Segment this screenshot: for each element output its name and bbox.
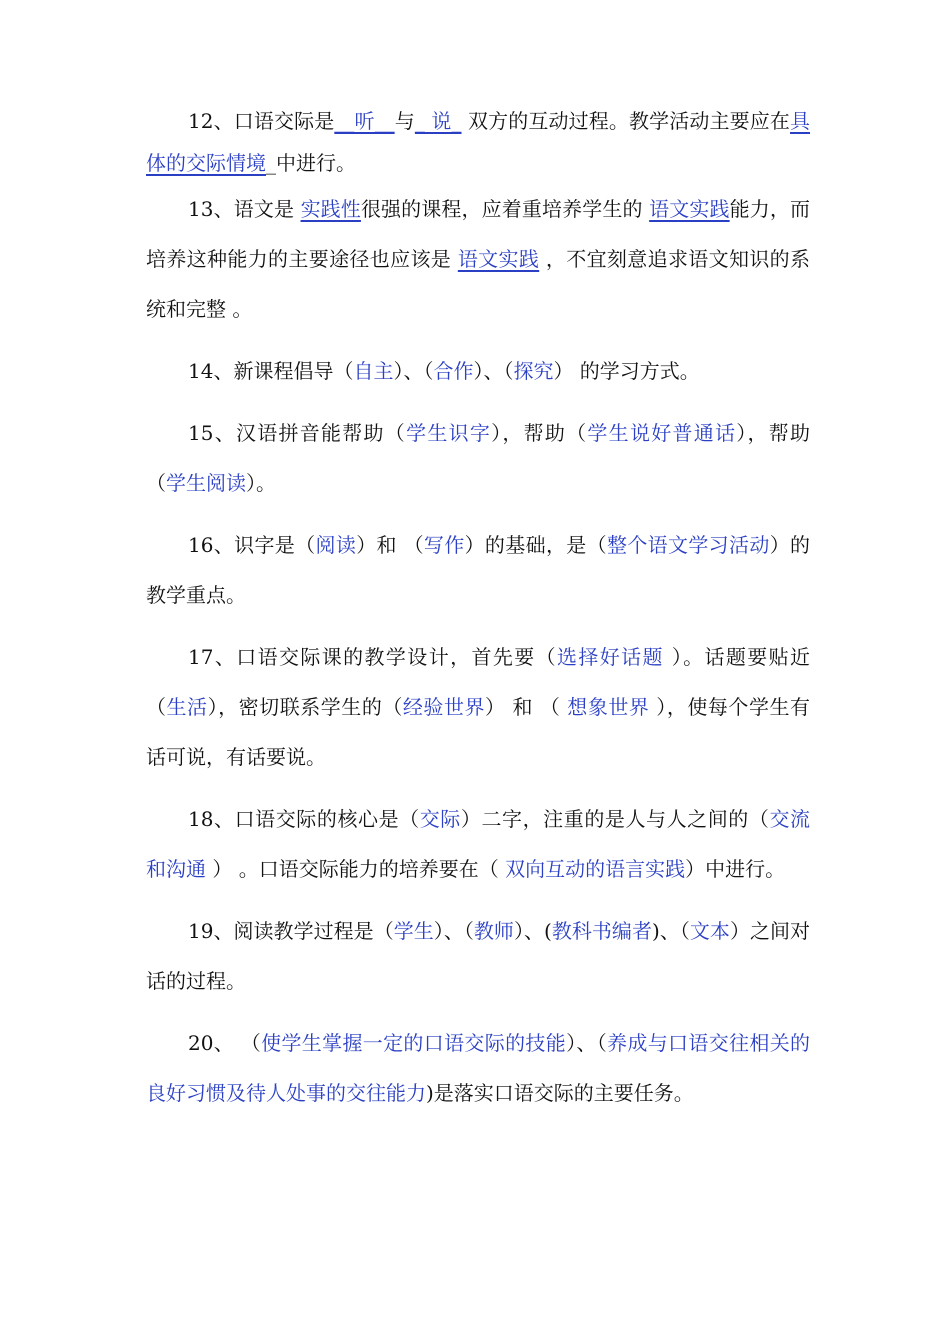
answer: 写作 <box>423 533 465 557</box>
question-text: ），帮助（ <box>491 421 588 445</box>
question-text: ），密切联系学生的（ <box>207 695 403 719</box>
answer: 文本 <box>689 919 730 943</box>
question-text: ）的基础，是（ <box>464 533 607 557</box>
answer: 探究 <box>513 359 554 383</box>
question-text: 与 <box>394 109 415 133</box>
question-15 <box>146 408 810 508</box>
question-16 <box>146 520 810 620</box>
question-12 <box>146 100 810 184</box>
question-text: 18、口语交际的核心是（ <box>188 807 420 831</box>
question-18 <box>146 794 810 894</box>
answer: 养成与口语交往相关的良好习惯及待人处事的交往能力 <box>146 1031 811 1105</box>
answer: 生活 <box>166 695 208 719</box>
question-text: ）、（ <box>566 1031 608 1055</box>
answer-blank: _ 说_ <box>414 109 462 133</box>
question-text: _中进行。 <box>266 151 356 175</box>
question-text: 19、阅读教学过程是（ <box>188 919 394 943</box>
question-text: ）。 <box>246 471 276 495</box>
question-text: ）的教学重点。 <box>146 533 811 607</box>
question-text: ），使每个学生有话可说，有话要说。 <box>146 695 811 769</box>
answer: 双向互动的语言实践 <box>505 857 686 881</box>
question-20 <box>146 1018 810 1118</box>
answer: 阅读 <box>315 533 357 557</box>
question-text: 能力，而培养这种能力的主要途径也应该是 <box>146 197 811 271</box>
answer: 选择好话题 <box>557 645 664 669</box>
question-text: 13、语文是 <box>188 197 301 221</box>
answer-blank: 具体的交际情境 <box>146 109 811 175</box>
answer-blank: 语文实践 <box>457 247 540 271</box>
question-19 <box>146 906 810 1006</box>
answer: 经验世界 <box>402 695 486 719</box>
question-text: )、（ <box>651 919 690 943</box>
question-14 <box>146 346 810 396</box>
answer: 自主 <box>353 359 394 383</box>
question-text: 15、汉语拼音能帮助（ <box>188 421 407 445</box>
answer-blank: __听__ <box>334 109 395 133</box>
question-text: ）、（ <box>433 919 474 943</box>
question-text: ） 和 （ <box>485 695 568 719</box>
answer: 学生说好普通话 <box>587 421 737 445</box>
answer-blank: 实践性 <box>300 197 361 221</box>
question-text: ）之间对话的过程。 <box>146 919 811 993</box>
question-text: 16、识字是（ <box>188 533 316 557</box>
answer: 教科书编者 <box>551 919 652 943</box>
question-text: 双方的互动过程。教学活动主要应在 <box>461 109 791 133</box>
document-page <box>146 100 810 1130</box>
answer: 整个语文学习活动 <box>606 533 770 557</box>
answer: 学生阅读 <box>166 471 246 495</box>
question-text: ）、( <box>513 919 552 943</box>
question-text: ），帮助（ <box>146 421 811 495</box>
question-17 <box>146 632 810 782</box>
answer-blank: 语文实践 <box>649 197 730 221</box>
question-text: ）、（ <box>393 359 434 383</box>
question-text: ）二字，注重的是人与人之间的（ <box>460 807 770 831</box>
question-text: 17、口语交际课的教学设计，首先要（ <box>188 645 558 669</box>
answer: 学生 <box>393 919 434 943</box>
answer: 教师 <box>473 919 514 943</box>
answer: 交际 <box>419 807 461 831</box>
answer: 交流和沟通 <box>146 807 811 881</box>
answer: 学生识字 <box>406 421 492 445</box>
question-text: 12、口语交际是 <box>188 109 335 133</box>
question-text: ）中进行。 <box>685 857 786 881</box>
question-text: ）、（ <box>473 359 514 383</box>
question-text: ） 。口语交际能力的培养要在（ <box>206 857 506 881</box>
question-text: ） 的学习方式。 <box>553 359 700 383</box>
answer: 想象世界 <box>567 695 650 719</box>
question-text: ）。话题要贴近 （ <box>146 645 811 719</box>
answer: 合作 <box>433 359 474 383</box>
question-13 <box>146 184 810 334</box>
question-text: )是落实口语交际的主要任务。 <box>426 1081 694 1105</box>
question-text: ，不宜刻意追求语文知识的系统和完整 。 <box>146 247 811 321</box>
question-text: ）和 （ <box>356 533 424 557</box>
question-text: 14、新课程倡导（ <box>188 359 354 383</box>
question-text: 20、 （ <box>188 1031 262 1055</box>
question-text: 很强的课程，应着重培养学生的 <box>360 197 650 221</box>
answer: 使学生掌握一定的口语交际的技能 <box>261 1031 567 1055</box>
